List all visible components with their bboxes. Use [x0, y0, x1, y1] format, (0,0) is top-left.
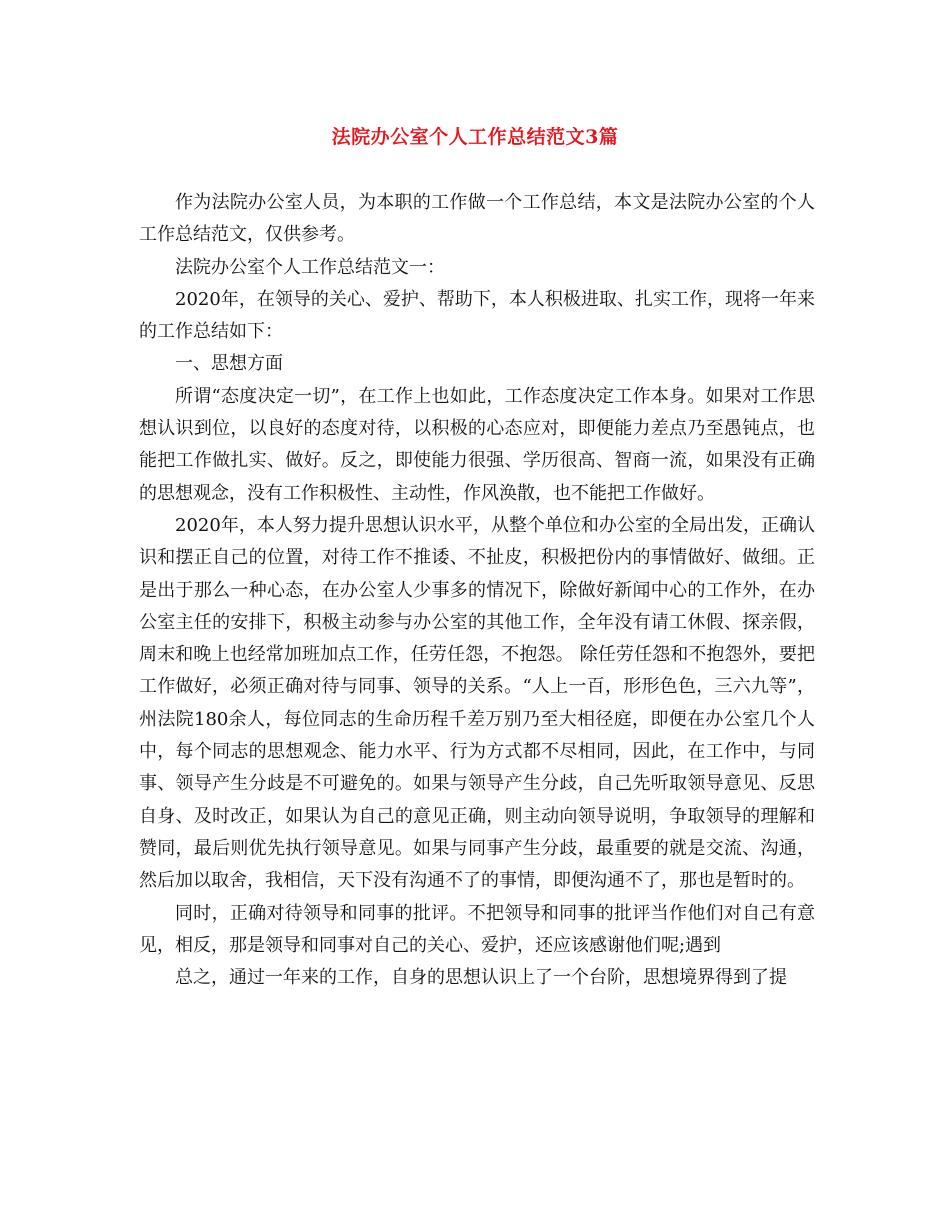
- paragraph-opening: 2020年，在领导的关心、爱护、帮助下，本人积极进取、扎实工作，现将一年来的工作总结如下：: [139, 288, 815, 343]
- paragraph-sample-heading: 法院办公室个人工作总结范文一：: [175, 256, 445, 278]
- paragraph-intro: 作为法院办公室人员，为本职的工作做一个工作总结，本文是法院办公室的个人工作总结范文，仅供参考。: [139, 192, 815, 246]
- document-body: [139, 187, 815, 994]
- paragraph-summary: 总之，通过一年来的工作，自身的思想认识上了一个台阶，思想境界得到了提: [175, 967, 787, 989]
- paragraph-2020-work: 2020年，本人努力提升思想认识水平，从整个单位和办公室的全局出发，正确认识和摆正自己的位置，对待工作不推诿、不扯皮，积极把份内的事情做好、做细。正是出于那么一种心态，在办公室人少事多的情况下，除做好新闻中心的工作外，在办公室主任的安排下，积极主动参与办公室的其他工作，全年没有请工休假、探亲假，周末和晚上也经常加班加点工作，任劳任怨，不抱怨。 除任劳任怨和不抱怨外，要把工作做好，必须正确对待与同事、领导的关系。“人上一百，形形色色，三六九等”，州法院180余人，每位同志的生命历程千差万别乃至大相径庭，即便在办公室几个人中，每个同志的思想观念、能力水平、行为方式都不尽相同，因此，在工作中，与同事、领导产生分歧是不可避免的。如果与领导产生分歧，自己先听取领导意见、反思自身、及时改正，如果认为自己的意见正确，则主动向领导说明，争取领导的理解和赞同，最后则优先执行领导意见。如果与同事产生分歧，最重要的就是交流、沟通，然后加以取舍，我相信，天下没有沟通不了的事情，即便沟通不了，那也是暂时的。: [139, 514, 815, 892]
- document-title: 法院办公室个人工作总结范文3篇: [331, 126, 619, 148]
- paragraph-criticism: 同时，正确对待领导和同事的批评。不把领导和同事的批评当作他们对自己有意见，相反，那是领导和同事对自己的关心、爱护，还应该感谢他们呢;遇到: [139, 902, 815, 956]
- section-heading-thought: 一、思想方面: [175, 353, 283, 375]
- paragraph-attitude: 所谓“态度决定一切”，在工作上也如此，工作态度决定工作本身。如果对工作思想认识到位，以良好的态度对待，以积极的心态应对，即便能力差点乃至愚钝点，也能把工作做扎实、做好。反之，即使能力很强、学历很高、智商一流，如果没有正确的思想观念，没有工作积极性、主动性，作风涣散，也不能把工作做好。: [139, 385, 815, 504]
